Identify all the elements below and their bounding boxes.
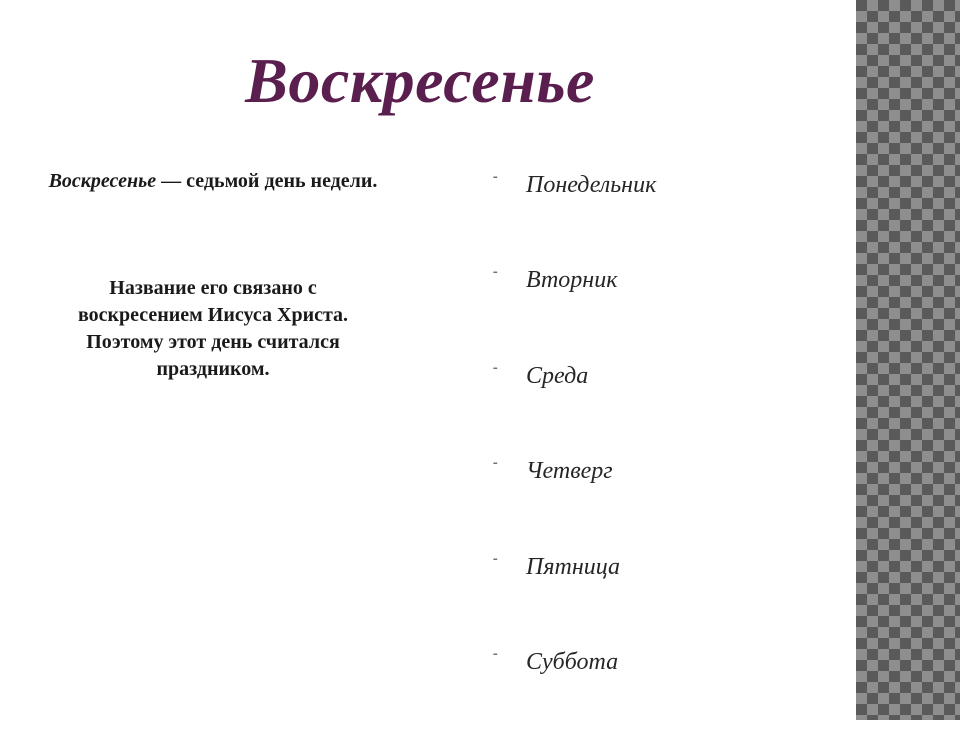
weekday-label: Четверг [526,458,613,485]
bullet-icon: ⁃ [492,647,499,663]
list-item [492,552,656,647]
bullet-icon: ⁃ [492,171,499,186]
definition-term: Воскресенье [48,170,157,192]
weekday-label: Вторник [526,267,618,294]
definition-text: — седьмой день недели. [156,170,378,192]
decorative-pattern-strip [856,0,960,720]
definition-paragraph [46,168,380,195]
list-item [492,265,656,360]
bullet-icon: ⁃ [492,361,499,377]
bullet-icon: ⁃ [492,266,499,282]
weekday-label: Пятница [526,553,621,580]
origin-paragraph: Название его связано с воскресением Иисуса Христа. Поэтому этот день считался праздником. [77,277,349,380]
list-item [492,361,656,456]
list-item [492,647,656,742]
weekday-label: Среда [526,362,589,389]
bullet-icon: ⁃ [492,552,499,568]
list-item [492,170,656,265]
weekday-list [492,170,656,742]
bullet-icon: ⁃ [492,457,499,473]
weekday-label: Понедельник [526,172,657,198]
left-column [46,168,380,383]
list-item [492,456,656,551]
weekday-label: Суббота [526,648,619,675]
slide-title: Воскресенье [245,45,595,116]
